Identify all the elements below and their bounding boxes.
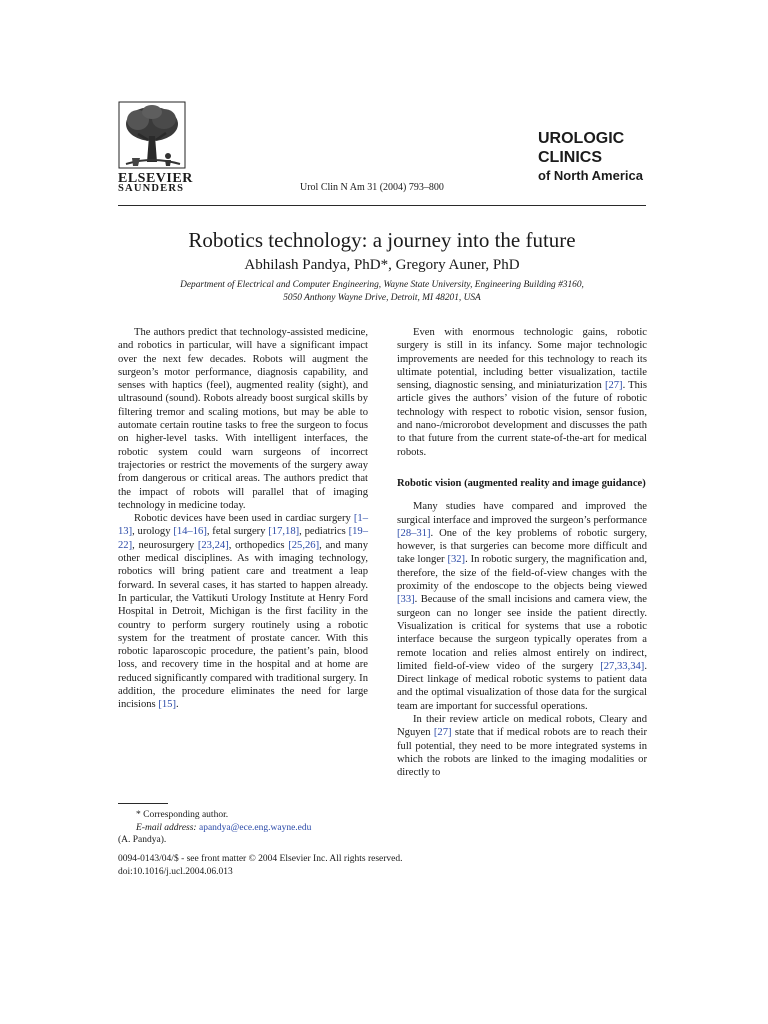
article-title: Robotics technology: a journey into the future <box>188 228 576 252</box>
email-line <box>118 822 368 835</box>
journal-logo <box>538 129 643 184</box>
article-authors: Abhilash Pandya, PhD*, Gregory Auner, PhD <box>244 257 520 273</box>
reference-link[interactable]: [15] <box>158 699 176 711</box>
corresponding-author-note: * Corresponding author. <box>136 810 229 820</box>
right-column <box>397 326 647 780</box>
affiliation-line: Department of Electrical and Computer Engineering, Wayne State University, Engineering Building #3160, <box>180 280 584 290</box>
publisher-imprint: SAUNDERS <box>118 183 185 194</box>
body-paragraph: Many studies have compared and improved the surgical interface and improved the surgeon’s performance [28–31]. One of the key problems of robotic surgery, however, is that surgeries can become more difficult and take longer [32]. In robotic surgery, the magnification and, therefore, the size of the field-of-view changes with the proximity of the endoscope to the objects being viewed [33]. Because of the small incisions and camera view, the surgeon can no longer see inside the patient directly. Visualization is critical for systems that use a robotic interface because the surgeon typically operates from a remote location and relies almost entirely on indirect, limited field-of-view video of the surgery [27,33,34]. Direct linkage of medical robotic systems to patient data and the optimal visualization of those data for the surgical team are important for successful operations. <box>397 501 647 712</box>
reference-link[interactable]: [27] <box>433 727 452 739</box>
page-footer <box>118 853 646 879</box>
footnote <box>118 809 368 847</box>
body-paragraph: In their review article on medical robots, Cleary and Nguyen [27] state that if medical robots are to reach their full potential, they need to be more integrated systems in which the robots are linked to the imaging modalities or directly to <box>397 714 647 779</box>
left-column <box>118 326 368 712</box>
reference-link[interactable]: [27,33,34] <box>600 660 645 672</box>
reference-link[interactable]: [17,18] <box>268 526 300 538</box>
email-label: E-mail address: <box>136 822 197 833</box>
reference-link[interactable]: [23,24] <box>197 539 229 551</box>
journal-name-line3: of North America <box>538 168 643 183</box>
email-owner: (A. Pandya). <box>118 835 167 845</box>
doi-line[interactable]: doi:10.1016/j.ucl.2004.06.013 <box>118 867 233 877</box>
reference-link[interactable]: [19–22] <box>118 526 368 551</box>
body-paragraph: Robotic devices have been used in cardiac surgery [1–13], urology [14–16], fetal surgery [17,18], pediatrics [19–22], neurosurgery [23,24], orthopedics [25,26], and many other medical disciplines. As with imaging technology, robotics will bring patient care and treatment a leap forward. In several cases, it has started to happen already. In particular, the Vattikuti Urology Institute at Henry Ford Hospital in Detroit, Michigan is the first facility in the country to perform surgery routinely using a robotic system for the treatment of prostate cancer. With this robotic laparoscopic procedure, the patient’s pain, blood loss, and recovery time in the hospital and at home are reduced significantly compared with traditional surgery. In addition, the procedure eliminates the need for large incisions [15]. <box>118 513 369 711</box>
reference-link[interactable]: [28–31] <box>397 527 431 539</box>
reference-link[interactable]: [14–16] <box>173 526 207 538</box>
author-affiliation <box>118 279 646 304</box>
reference-link[interactable]: [25,26] <box>288 539 320 551</box>
affiliation-line: 5050 Anthony Wayne Drive, Detroit, MI 48201, USA <box>283 292 481 303</box>
footnote-divider <box>118 803 168 804</box>
body-paragraph: Even with enormous technologic gains, robotic surgery is still in its infancy. Some major technologic improvements are needed for this technology to reach its ultimate potential, including better visualization, tactile sensing, diagnostic sensing, and miniaturization [27]. This article gives the authors’ vision of the future of robotic technology with respect to robotic vision, sensor fusion, and nano-/microrobot development and discusses the path to that future from the current state-of-the-art for medical robots. <box>397 327 647 458</box>
abstract-paragraph: The authors predict that technology-assisted medicine, and robotics in particular, will have a significant impact over the next few decades. Robots will augment the surgeon’s motor performance, diagnosis capability, and senses with haptics (feel), augmented reality (sight), and ultrasound (sound). Robots already boost surgical skills by filtering tremor and scaling motions, but may be able to automate certain routine tasks to free the surgeon to focus on higher-level tasks. With intelligent interfaces, the robotic system could warn surgeons of incorrect trajectories or restrict the movements of the surgery away from dangerous or critical areas. The authors predict that the impact of robots will parallel that of imaging technology in medicine today. <box>118 327 368 511</box>
issn-line: 0094-0143/04/$ - see front matter © 2004 Elsevier Inc. All rights reserved. <box>118 854 403 864</box>
publisher-name: ELSEVIER <box>118 171 193 186</box>
reference-link[interactable]: [32] <box>447 554 466 566</box>
section-heading: Robotic vision (augmented reality and image guidance) <box>397 477 646 489</box>
journal-citation: Urol Clin N Am 31 (2004) 793–800 <box>300 182 444 193</box>
journal-name-line1: UROLOGIC <box>538 130 625 147</box>
reference-link[interactable]: [27] <box>604 380 623 392</box>
email-link[interactable]: apandya@ece.eng.wayne.edu <box>198 822 312 833</box>
header-divider <box>118 205 646 206</box>
reference-link[interactable]: [33] <box>397 594 415 606</box>
reference-link[interactable]: [1–13] <box>118 513 368 538</box>
journal-name-line2: CLINICS <box>538 149 602 166</box>
tree-logo-icon <box>118 100 188 172</box>
